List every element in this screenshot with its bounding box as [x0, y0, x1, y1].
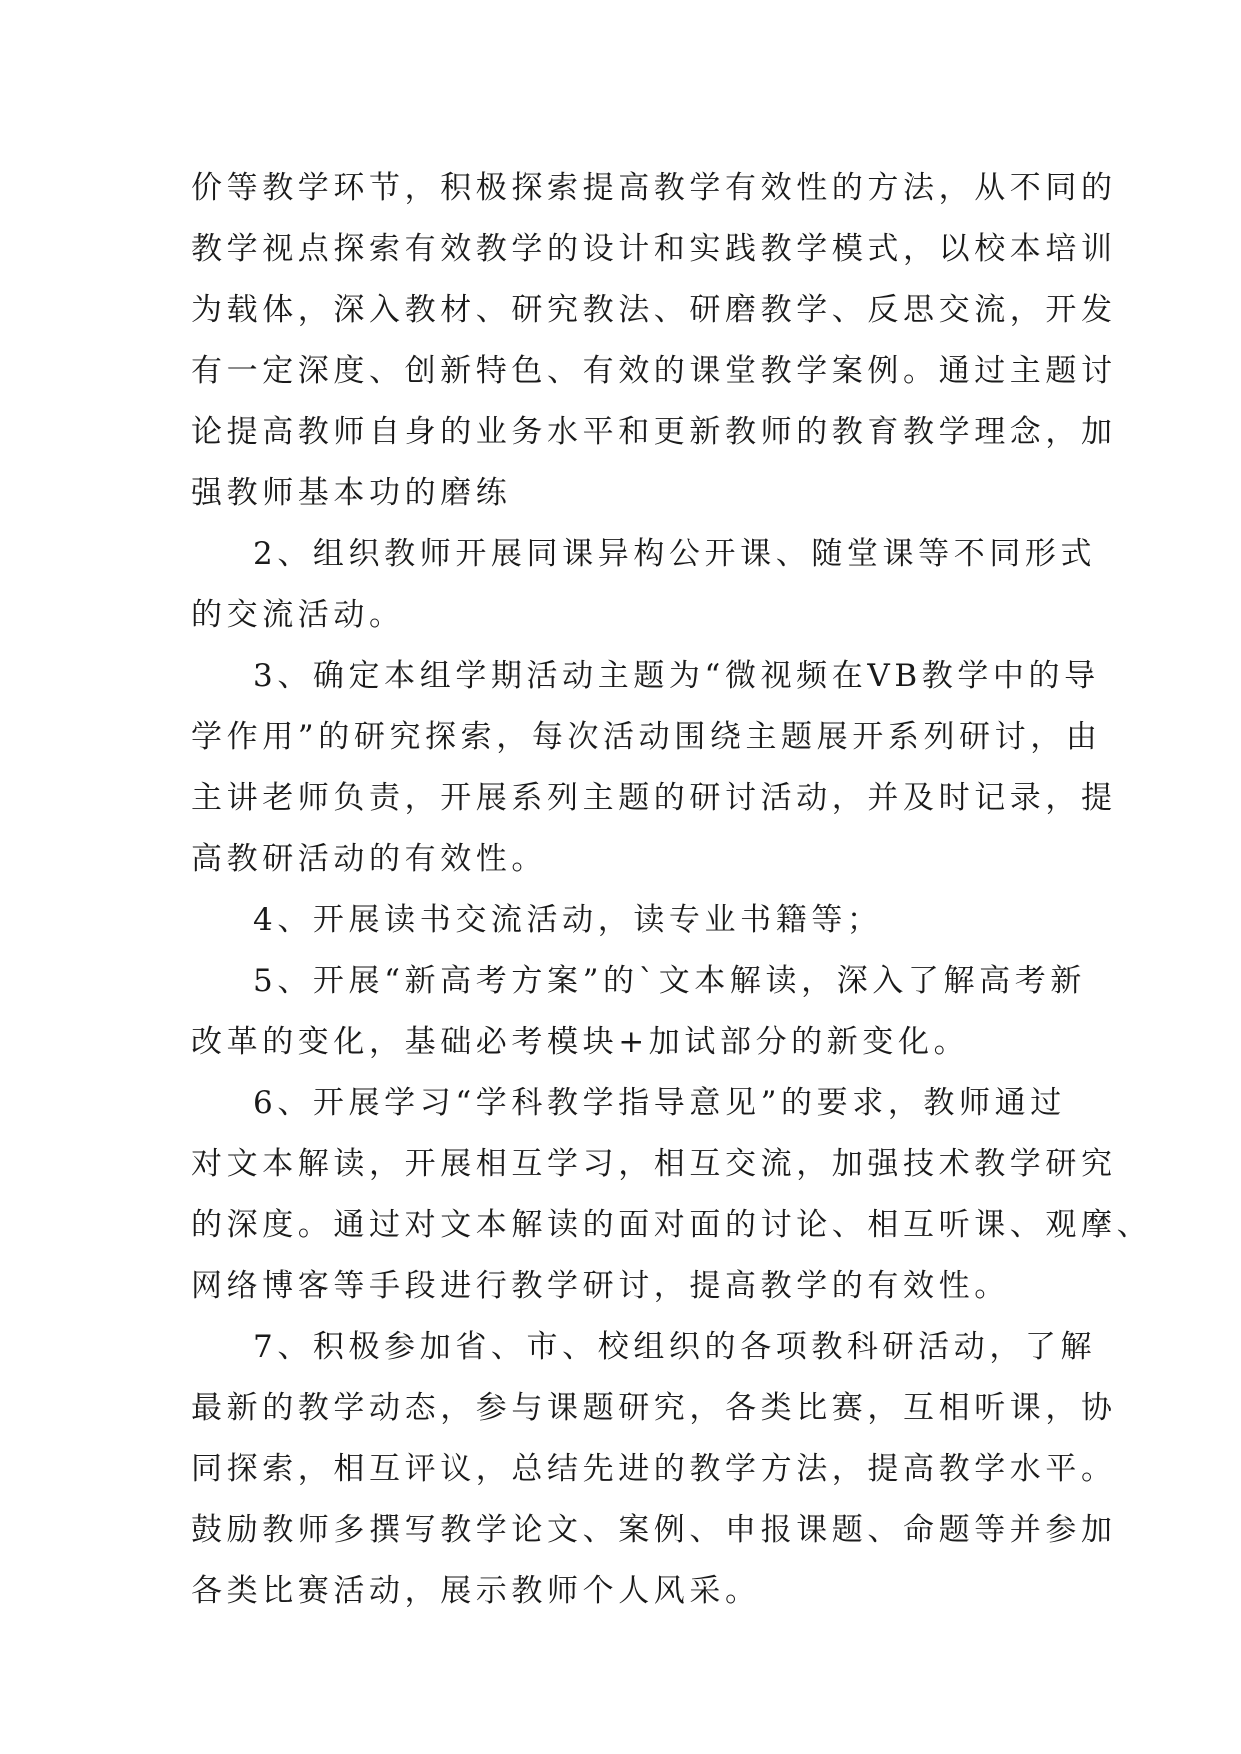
text-line: 论提高教师自身的业务水平和更新教师的教育教学理念，加 [191, 414, 1117, 450]
text-line: 最新的教学动态，参与课题研究，各类比赛，互相听课，协 [191, 1390, 1117, 1426]
paragraph-2-first-line: 2、组织教师开展同课异构公开课、随堂课等不同形式 [253, 536, 1097, 572]
paragraph-4-first-line: 4、开展读书交流活动，读专业书籍等； [253, 902, 883, 938]
document-body-text [191, 158, 1153, 1622]
paragraph-3-first-line: 3、确定本组学期活动主题为“微视频在VB教学中的导 [253, 658, 1100, 694]
text-line: 价等教学环节，积极探索提高教学有效性的方法，从不同的 [191, 170, 1117, 206]
text-line: 学作用”的研究探索，每次活动围绕主题展开系列研讨，由 [191, 719, 1102, 755]
text-line: 改革的变化，基础必考模块+加试部分的新变化。 [191, 1024, 970, 1060]
paragraph-6-first-line: 6、开展学习“学科教学指导意见”的要求，教师通过 [253, 1085, 1066, 1121]
text-line: 有一定深度、创新特色、有效的课堂教学案例。通过主题讨 [191, 353, 1117, 389]
text-line: 的深度。通过对文本解读的面对面的讨论、相互听课、观摩、 [191, 1207, 1153, 1243]
text-line: 各类比赛活动，展示教师个人风采。 [191, 1573, 761, 1609]
text-line: 的交流活动。 [191, 597, 405, 633]
text-line: 主讲老师负责，开展系列主题的研讨活动，并及时记录，提 [191, 780, 1117, 816]
text-line: 网络博客等手段进行教学研讨，提高教学的有效性。 [191, 1268, 1010, 1304]
text-line: 同探索，相互评议，总结先进的教学方法，提高教学水平。 [191, 1451, 1117, 1487]
text-line: 教学视点探索有效教学的设计和实践教学模式，以校本培训 [191, 231, 1117, 267]
paragraph-7-first-line: 7、积极参加省、市、校组织的各项教科研活动，了解 [253, 1329, 1097, 1365]
text-line: 强教师基本功的磨练 [191, 475, 512, 511]
text-line: 鼓励教师多撰写教学论文、案例、申报课题、命题等并参加 [191, 1512, 1117, 1548]
text-line: 高教研活动的有效性。 [191, 841, 547, 877]
text-line: 对文本解读，开展相互学习，相互交流，加强技术教学研究 [191, 1146, 1117, 1182]
text-line: 为载体，深入教材、研究教法、研磨教学、反思交流，开发 [191, 292, 1117, 328]
paragraph-5-first-line: 5、开展“新高考方案”的`文本解读，深入了解高考新 [253, 963, 1086, 999]
